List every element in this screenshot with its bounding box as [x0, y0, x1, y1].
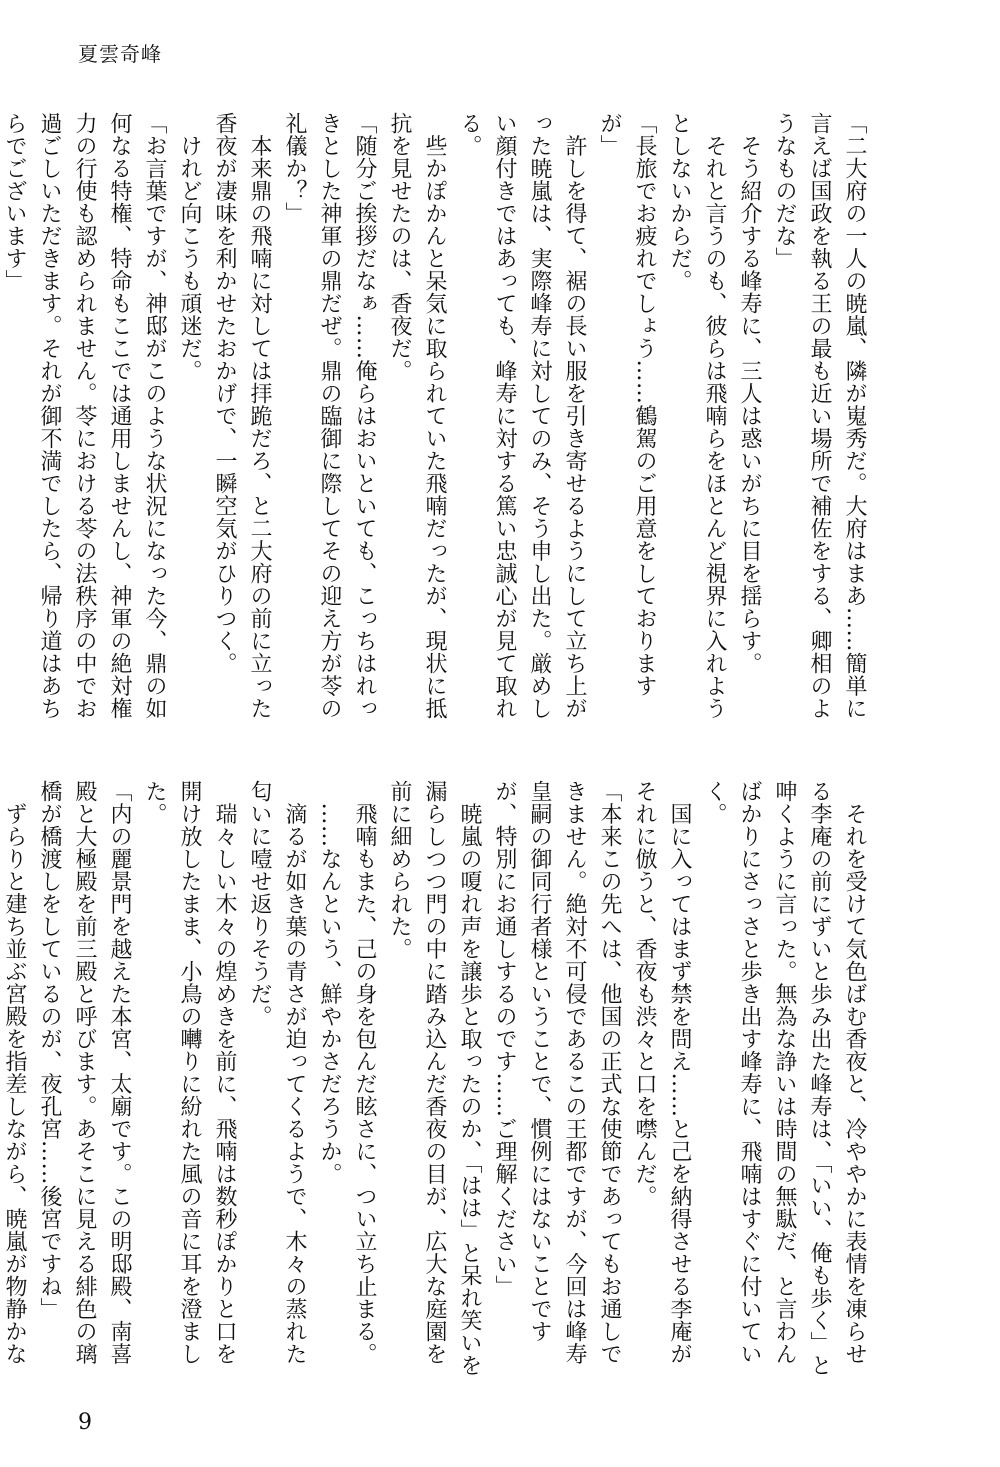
paragraph: 暁嵐の嗄れ声を譲歩と取ったのか、「はは」と呆れ笑いを漏らしつつ門の中に踏み込んだ香夜の目が、広大な庭園を前に細められた。 — [387, 780, 482, 1377]
paragraph: 許しを得て、裾の長い服を引き寄せるようにして立ち上がった暁嵐は、実際峰寿に対してのみ、そう申し出た。厳めしい顔付きではあっても、峰寿に対する篤い忠誠心が見て取れる。 — [457, 112, 587, 720]
paragraph: それを受けて気色ばむ香夜と、冷ややかに表情を凍らせる李庵の前にずいと歩み出た峰寿は、「いい、俺も歩く」と呻くように言った。無為な諍いは時間の無駄だ、と言わんばかりにさっさと歩き出す峰寿に、飛喃はすぐに付いていく。 — [702, 780, 867, 1377]
paragraph: 「二大府の一人の暁嵐、隣が嵬秀だ。大府はまあ……簡単に言えば国政を執る王の最も近い場所で補佐をする、卿相のようなものだな」 — [772, 112, 867, 720]
paragraph: 「随分ご挨拶だなぁ……俺らはおいといても、こっちはれっきとした神軍の鼎だぜ。鼎の臨御に際してその迎え方が苓の礼儀か？」 — [282, 112, 377, 720]
page-number: 9 — [78, 1410, 92, 1435]
paragraph: そう紹介する峰寿に、三人は惑いがちに目を揺らす。 — [737, 112, 762, 675]
paragraph: 「長旅でお疲れでしょう……鶴駕のご用意をしておりますが」 — [597, 112, 657, 697]
paragraph: 瑞々しい木々の煌めきを前に、飛喃は数秒ぽかりと口を開け放したまま、小鳥の囀りに紛れた風の音に耳を澄ました。 — [142, 780, 237, 1365]
paragraph: ずらりと建ち並ぶ宮殿を指差しながら、暁嵐が物静かな — [2, 802, 27, 1365]
paragraph: 「本来この先へは、他国の正式な使節であってもお通しできません。絶対不可侵であるこの王都ですが、今回は峰寿皇嗣の御同行者様ということで、慣例にはないことですが、特別にお通しするのです……ご理解ください」 — [492, 780, 622, 1365]
paragraph: 飛喃もまた、己の身を包んだ眩さに、つい立ち止まる。 — [352, 780, 377, 1365]
paragraph: 滴るが如き葉の青さが迫ってくるようで、木々の蒸れた匂いに噎せ返りそうだ。 — [247, 780, 307, 1365]
paragraph: けれど向こうも頑迷だ。 — [177, 112, 202, 382]
paragraph: 些かぽかんと呆気に取られていた飛喃だったが、現状に抵抗を見せたのは、香夜だ。 — [387, 112, 447, 720]
lower-text-block — [2, 780, 872, 1380]
paragraph: ……なんという、鮮やかさだろうか。 — [317, 780, 342, 1185]
paragraph: 国に入ってはまず禁を問え……と己を納得させる李庵がそれに倣うと、香夜も渋々と口を噤んだ。 — [632, 780, 692, 1365]
paragraph: それと言うのも、彼らは飛喃らをほとんど視界に入れようとしないからだ。 — [667, 112, 727, 720]
paragraph: 「お言葉ですが、神邸がこのような状況になった今、鼎の如何なる特権、特命もここでは通用しませんし、神軍の絶対権力の行使も認められません。苓における苓の法秩序の中でお過ごしいただきます。それが御不満でしたら、帰り道はあちらでございます」 — [2, 112, 167, 720]
paragraph: 「内の麗景門を越えた本宮、太廟です。この明邸殿、南喜殿と大極殿を前三殿と呼びます。あそこに見える緋色の璃橋が橋渡しをしているのが、夜孔宮……後宮ですね」 — [37, 780, 132, 1365]
running-title: 夏雲奇峰 — [78, 42, 162, 66]
upper-text-block — [2, 112, 872, 726]
paragraph: 本来鼎の飛喃に対しては拝跪だろ、と二大府の前に立った香夜が凄味を利かせたおかげで、一瞬空気がひりつく。 — [212, 112, 272, 720]
